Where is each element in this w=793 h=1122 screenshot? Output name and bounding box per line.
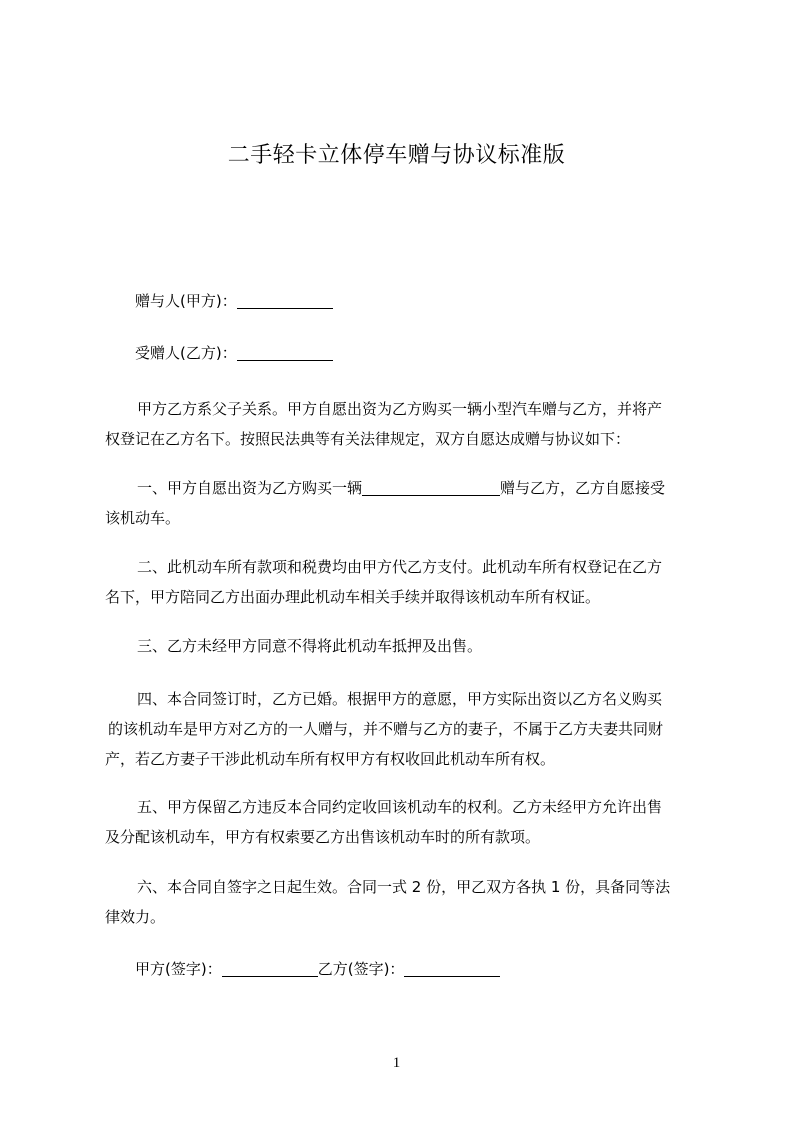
sign-b-blank — [404, 960, 500, 977]
page-number: 1 — [392, 1055, 401, 1071]
donor-label: 赠与人(甲方)： — [135, 292, 237, 310]
clause-5-line-1: 五、甲方保留乙方违反本合同约定收回该机动车的权利。乙方未经甲方允许出售 — [137, 798, 663, 816]
clause-3-line-1: 三、乙方未经甲方同意不得将此机动车抵押及出售。 — [137, 637, 483, 655]
clause-6-line-2: 律效力。 — [105, 908, 166, 926]
clause-2 — [105, 552, 705, 612]
clause-2-line-2: 名下，甲方陪同乙方出面办理此机动车相关手续并取得该机动车所有权证。 — [105, 588, 601, 606]
sign-b-label: 乙方(签字)： — [317, 960, 405, 978]
clause-1-prefix: 一、甲方自愿出资为乙方购买一辆 — [137, 479, 363, 497]
donor-line — [105, 288, 735, 314]
clause-2-line-1: 二、此机动车所有款项和税费均由甲方代乙方支付。此机动车所有权登记在乙方 — [137, 558, 663, 576]
document-title: 二手轻卡立体停车赠与协议标准版 — [227, 143, 566, 168]
clause-6-line-1: 六、本合同自签字之日起生效。合同一式 2 份，甲乙双方各执 1 份，具备同等法 — [137, 878, 671, 896]
clause-3 — [105, 631, 705, 661]
clause-1 — [105, 473, 705, 533]
clause-5-line-2: 及分配该机动车，甲方有权索要乙方出售该机动车时的所有款项。 — [105, 828, 541, 846]
donor-blank — [237, 292, 333, 309]
donee-line — [105, 340, 735, 366]
donee-label: 受赠人(乙方)： — [135, 344, 237, 362]
clause-1-line-1 — [105, 473, 705, 503]
intro-line-1: 甲方乙方系父子关系。甲方自愿出资为乙方购买一辆小型汽车赠与乙方，并将产 — [137, 400, 663, 418]
donee-blank — [237, 344, 333, 361]
clause-4 — [105, 684, 705, 774]
clause-6 — [105, 872, 705, 932]
clause-1-line-2: 该机动车。 — [105, 509, 181, 527]
clause-5 — [105, 792, 705, 852]
clause-1-suffix: 赠与乙方，乙方自愿接受 — [500, 479, 666, 497]
clause-4-line-1: 四、本合同签订时，乙方已婚。根据甲方的意愿，甲方实际出资以乙方名义购买 — [137, 690, 663, 708]
signature-line — [105, 956, 735, 982]
sign-a-blank — [222, 960, 318, 977]
intro-line-2: 权登记在乙方名下。按照民法典等有关法律规定，双方自愿达成赠与协议如下： — [105, 430, 631, 448]
intro-paragraph — [105, 394, 705, 454]
sign-a-label: 甲方(签字)： — [135, 960, 222, 978]
clause-4-line-3: 产，若乙方妻子干涉此机动车所有权甲方有权收回此机动车所有权。 — [105, 750, 556, 768]
vehicle-blank — [362, 479, 500, 496]
clause-4-line-2: 的该机动车是甲方对乙方的一人赠与，并不赠与乙方的妻子，不属于乙方夫妻共同财 — [108, 720, 664, 738]
